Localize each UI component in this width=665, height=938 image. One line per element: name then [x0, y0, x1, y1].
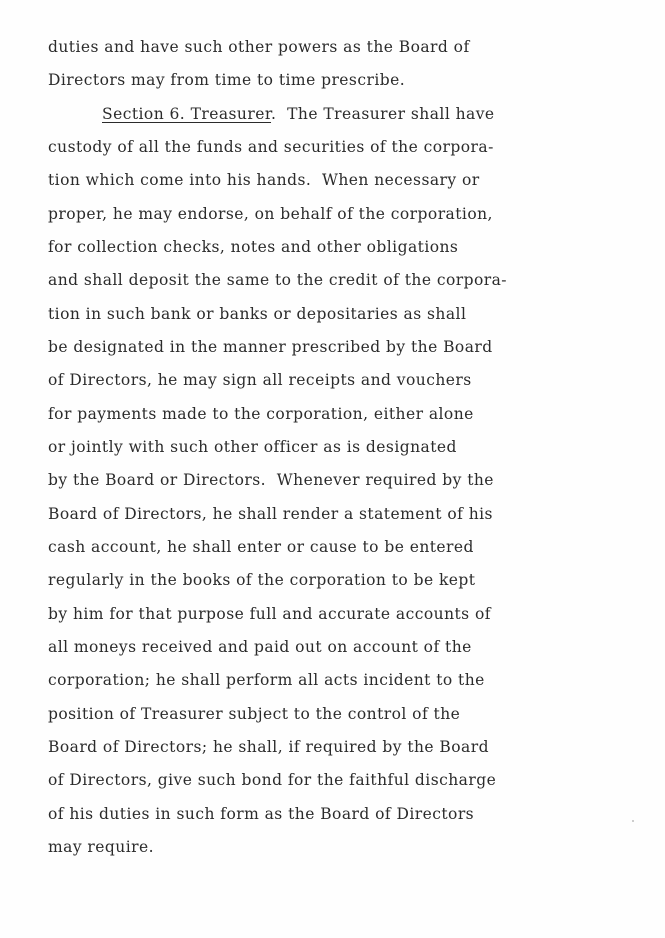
text-line: tion which come into his hands. When necessary or [48, 171, 480, 189]
text-line: of his duties in such form as the Board of Directors [48, 805, 475, 823]
text-line: by the Board or Directors. Whenever required by the [48, 471, 494, 489]
text-line: be designated in the manner prescribed by the Board [48, 338, 493, 356]
text-line: or jointly with such other officer as is designated [48, 438, 457, 456]
section-6-first-line [102, 104, 495, 124]
text-line: regularly in the books of the corporation to be kept [48, 571, 476, 589]
text-line: Board of Directors, he shall render a statement of his [48, 505, 493, 523]
text-line: corporation; he shall perform all acts incident to the [48, 671, 485, 689]
section-heading: Section 6. Treasurer [102, 105, 272, 123]
text-line: cash account, he shall enter or cause to be entered [48, 538, 474, 556]
text-line: Directors may from time to time prescribe. [48, 71, 406, 89]
text-line: and shall deposit the same to the credit of the corpora- [48, 271, 507, 289]
text-line: tion in such bank or banks or depositaries as shall [48, 305, 467, 323]
text-line: of Directors, he may sign all receipts and vouchers [48, 371, 472, 389]
text-line: Board of Directors; he shall, if required by the Board [48, 738, 489, 756]
text-line: by him for that purpose full and accurate accounts of [48, 605, 491, 623]
text-line: position of Treasurer subject to the control of the [48, 705, 461, 723]
text-line: custody of all the funds and securities of the corpora- [48, 138, 494, 156]
text-line: all moneys received and paid out on account of the [48, 638, 472, 656]
text-line: may require. [48, 838, 154, 856]
scan-speck [632, 820, 634, 822]
section-first-line-text: . The Treasurer shall have [271, 105, 495, 123]
text-line: duties and have such other powers as the Board of [48, 38, 470, 56]
text-line: for payments made to the corporation, either alone [48, 405, 474, 423]
text-line: proper, he may endorse, on behalf of the corporation, [48, 205, 493, 223]
text-line: for collection checks, notes and other obligations [48, 238, 459, 256]
text-line: of Directors, give such bond for the faithful discharge [48, 771, 497, 789]
